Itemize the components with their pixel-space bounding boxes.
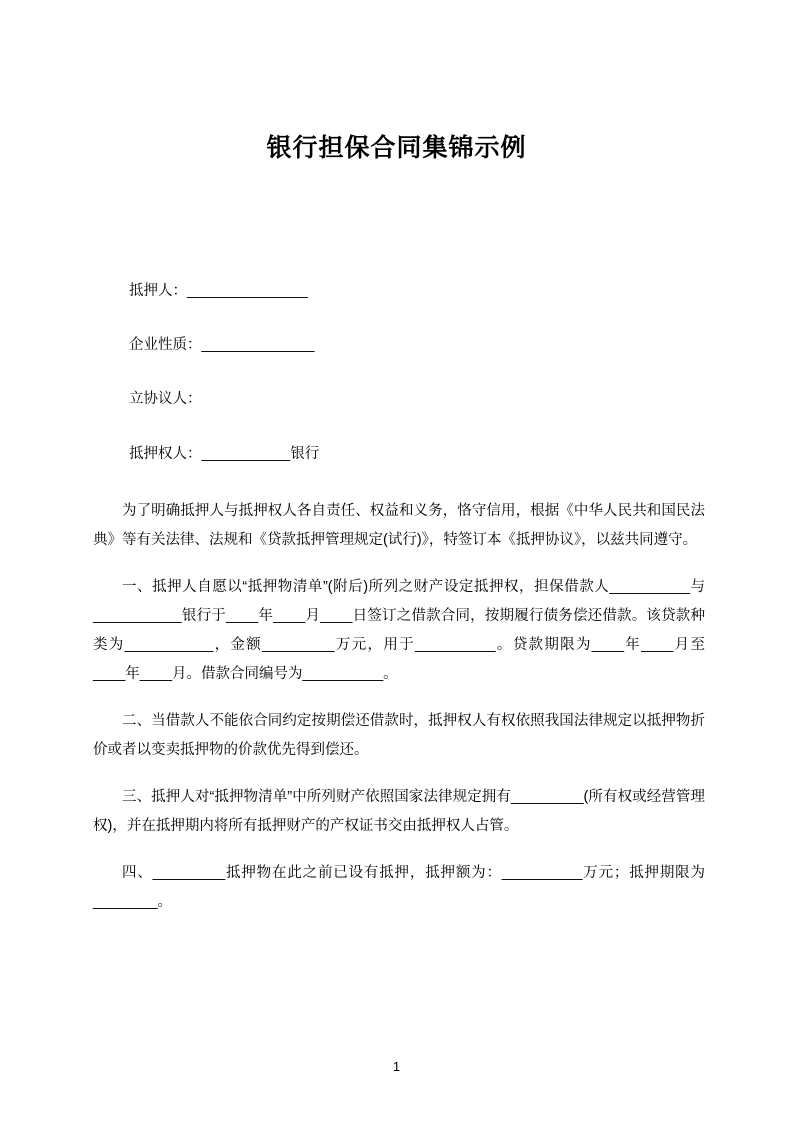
page-title: 银行担保合同集锦示例 bbox=[266, 134, 527, 162]
field-agreement-party: 立协议人： bbox=[129, 391, 202, 408]
paragraph-clause-4: 四、_________抵押物在此之前已设有抵押，抵押额为：__________万元；抵押期限为________。 bbox=[93, 864, 705, 910]
field-enterprise-nature: 企业性质：______________ bbox=[129, 337, 315, 354]
paragraph-clause-2: 二、当借款人不能依合同约定按期偿还借款时，抵押权人有权依照我国法律规定以抵押物折价或者以变卖抵押物的价款优先得到偿还。 bbox=[93, 712, 705, 758]
paragraph-clause-3: 三、抵押人对“抵押物清单”中所列财产依照国家法律规定拥有_________(所有权或经营管理权)，并在抵押期内将所有抵押财产的产权证书交由抵押权人占管。 bbox=[93, 788, 705, 834]
paragraph-clause-1: 一、抵押人自愿以“抵押物清单”(附后)所列之财产设定抵押权，担保借款人__________与___________银行于____年____月____日签订之借款合同，按期履行债务偿还借款。该贷款种类为___________，金额_________万元，用于__________。贷款期限为____年____月至____年____月。借款合同编号为__________。 bbox=[93, 578, 705, 682]
page-number: 1 bbox=[392, 1059, 401, 1074]
document-body bbox=[93, 280, 705, 934]
paragraph-preamble: 为了明确抵押人与抵押权人各自责任、权益和义务，恪守信用，根据《中华人民共和国民法典》等有关法律、法规和《贷款抵押管理规定(试行)》，特签订本《抵押协议》，以兹共同遵守。 bbox=[93, 502, 705, 548]
field-mortgagee: 抵押权人：___________银行 bbox=[129, 445, 320, 462]
field-mortgagor: 抵押人：_______________ bbox=[129, 283, 308, 299]
